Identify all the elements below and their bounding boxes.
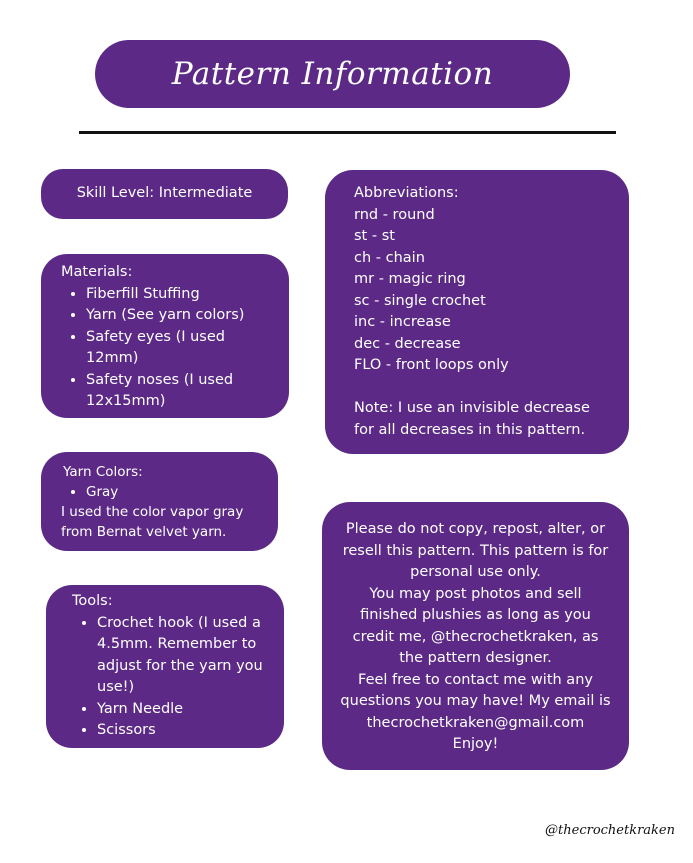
abbreviation-item: st - st [354, 228, 395, 244]
title-banner [95, 40, 570, 108]
abbreviation-item: rnd - round [354, 206, 435, 223]
notice-line: Enjoy! [452, 736, 499, 752]
notice-line: questions you may have! My email is [340, 693, 611, 709]
list-item: • Yarn (See yarn colors) [86, 305, 275, 327]
yarn-colors-list [63, 482, 270, 502]
abbreviations-box [325, 170, 629, 454]
abbreviation-item: dec - decrease [354, 335, 461, 352]
notice-line: Feel free to contact me with any [358, 671, 593, 688]
usage-notice-box [322, 502, 629, 770]
skill-level-box [41, 169, 288, 219]
abbreviation-item: mr - magic ring [354, 271, 466, 287]
notice-line: the pattern designer. [399, 650, 552, 666]
notice-line: finished plushies as long as you [360, 607, 591, 623]
materials-box [41, 254, 289, 418]
tools-heading: Tools: [72, 593, 113, 609]
yarn-note-line: I used the color vapor gray [61, 504, 244, 520]
list-item: • Gray [86, 482, 270, 502]
yarn-colors-box [41, 452, 278, 551]
notice-line: credit me, @thecrochetkraken, as [352, 628, 599, 645]
contact-email: thecrochetkraken@gmail.com [366, 714, 585, 731]
abbreviations-heading: Abbreviations: [354, 185, 459, 201]
spacer [354, 377, 619, 399]
divider [79, 131, 616, 134]
notice-line: personal use only. [410, 564, 541, 580]
notice-line: resell this pattern. This pattern is for [342, 542, 609, 559]
abbreviation-note-line: for all decreases in this pattern. [354, 421, 586, 438]
list-item: • Scissors [97, 720, 274, 742]
abbreviation-item: FLO - front loops only [354, 357, 509, 373]
list-item: • Yarn Needle [97, 699, 274, 721]
abbreviation-note-line: Note: I use an invisible decrease [354, 400, 590, 416]
list-item: • Safety eyes (I used 12mm) [86, 327, 275, 370]
skill-level-text: Skill Level: Intermediate [76, 185, 253, 202]
yarn-note-line: from Bernat velvet yarn. [61, 524, 227, 540]
materials-list [61, 284, 275, 413]
list-item: • Safety noses (I used 12x15mm) [86, 370, 275, 413]
materials-heading: Materials: [61, 264, 133, 280]
yarn-colors-heading: Yarn Colors: [63, 464, 143, 480]
abbreviation-item: inc - increase [354, 314, 451, 330]
list-item: • Fiberfill Stuffing [86, 284, 275, 306]
page-title: Pattern Information [171, 56, 494, 92]
list-item: • Crochet hook (I used a 4.5mm. Remember to adjust for the yarn you use!) [97, 613, 274, 699]
tools-box [46, 585, 284, 748]
notice-line: You may post photos and sell [369, 585, 582, 602]
notice-line: Please do not copy, repost, alter, or [345, 521, 606, 537]
abbreviation-item: sc - single crochet [354, 292, 486, 309]
tools-list [72, 613, 274, 742]
social-handle: @thecrochetkraken [545, 823, 675, 838]
abbreviation-item: ch - chain [354, 249, 425, 266]
